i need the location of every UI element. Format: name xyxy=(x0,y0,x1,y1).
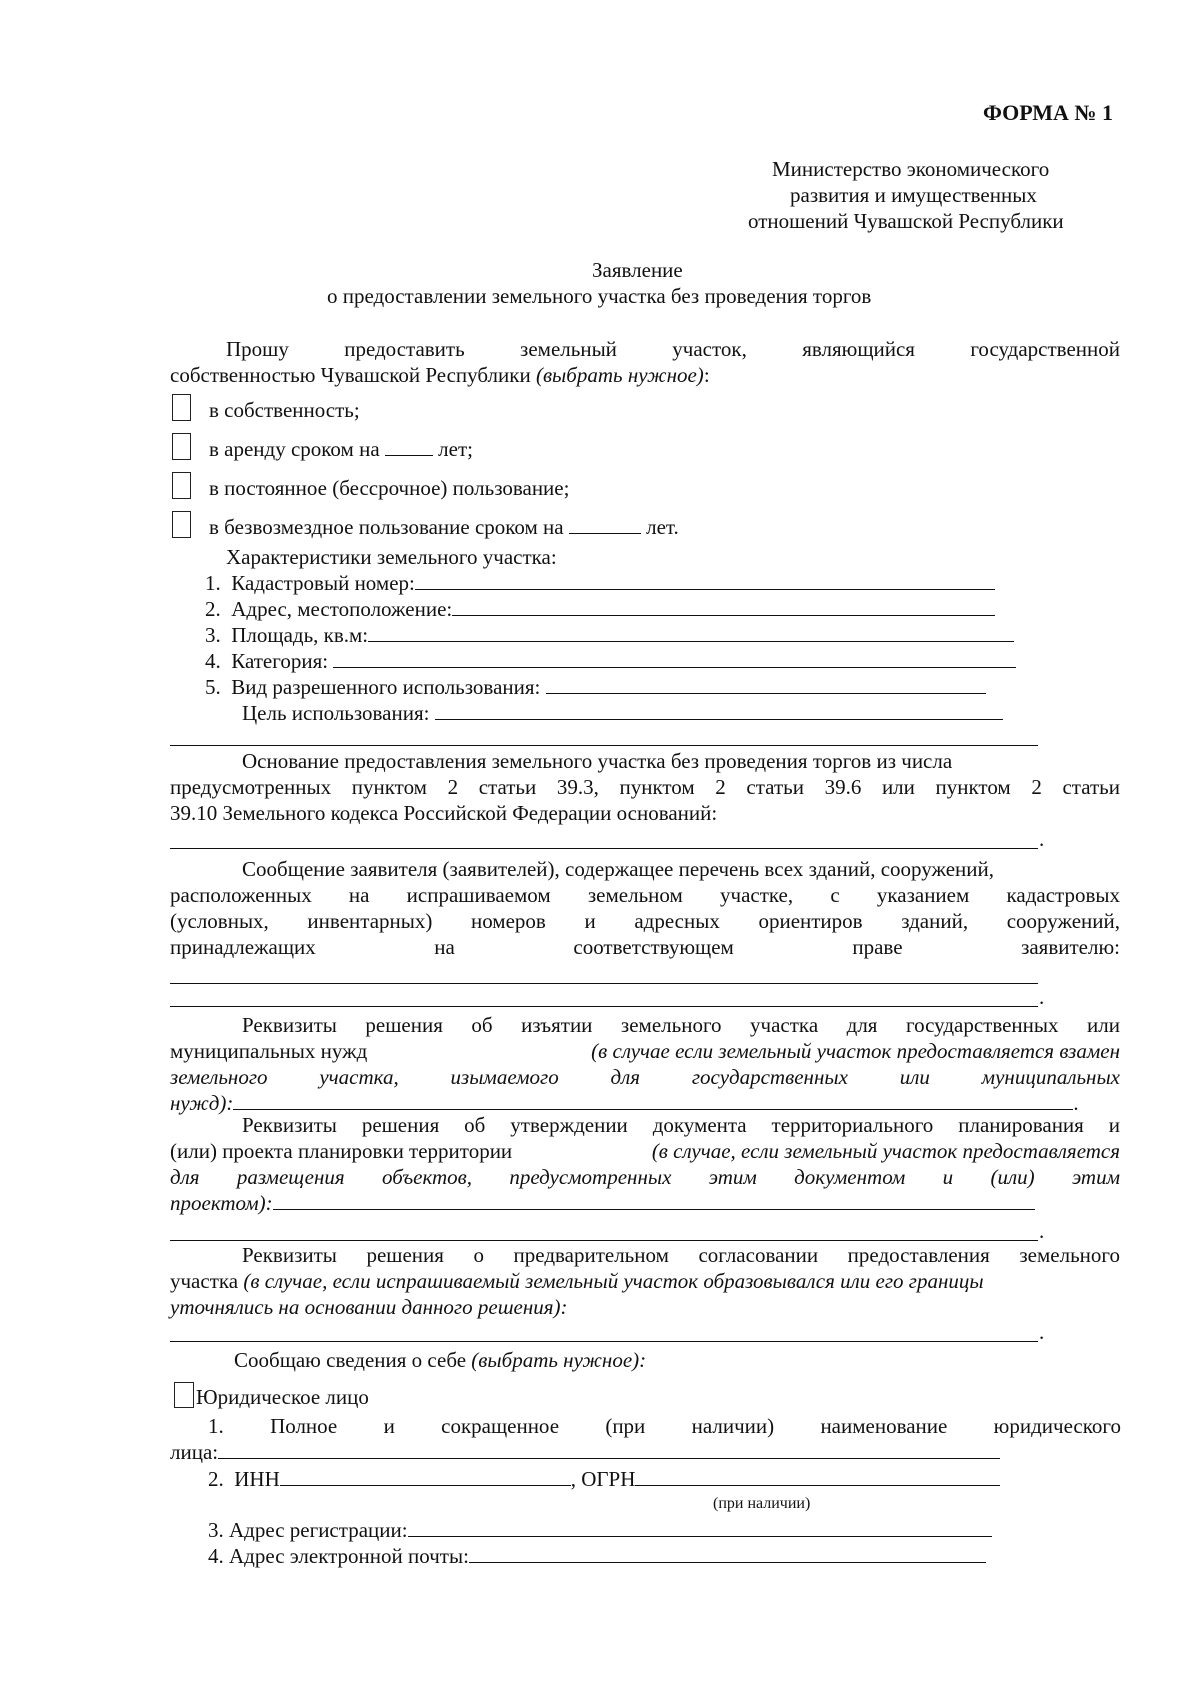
request-text: собственностью Чувашской Республики xyxy=(170,363,536,387)
preliminary-italic: (в случае, если испрашиваемый земельный участок образовывался или его границы xyxy=(243,1269,984,1293)
cadastral-number-field[interactable] xyxy=(415,570,995,590)
planning-line-1: Реквизиты решения об утверждении документа территориального планирования и xyxy=(242,1113,1120,1137)
word: являющийся xyxy=(802,337,915,361)
basis-line-3: 39.10 Земельного кодекса Российской Федерации оснований: xyxy=(170,801,718,825)
free-use-label: в безвозмездное пользование сроком на xyxy=(209,515,564,539)
option-free-use xyxy=(209,514,679,540)
checkbox-lease[interactable] xyxy=(172,433,191,460)
punct-dot: . xyxy=(1039,1320,1045,1344)
item-num: 2. xyxy=(205,597,221,621)
option-lease xyxy=(209,436,473,462)
category-label: Категория: xyxy=(231,649,329,673)
word: Полное xyxy=(270,1414,338,1438)
purpose-label: Цель использования: xyxy=(242,701,430,725)
ogrn-field[interactable] xyxy=(635,1466,1000,1486)
name-label: лица: xyxy=(170,1440,219,1464)
char-item-cadastral xyxy=(205,570,995,596)
buildings-line-1: Сообщение заявителя (заявителей), содержащее перечень всех зданий, сооружений, xyxy=(242,857,995,881)
legal-name-field[interactable] xyxy=(218,1439,1000,1459)
buildings-line-2: расположенных на испрашиваемом земельном участке, с указанием кадастровых xyxy=(170,883,1120,907)
buildings-line-3: (условных, инвентарных) номеров и адресных ориентиров зданий, сооружений, xyxy=(170,909,1120,933)
registration-address-field[interactable] xyxy=(408,1517,992,1537)
preliminary-line-2 xyxy=(170,1268,984,1294)
withdrawal-italic: (в случае если земельный участок предоставляется взамен xyxy=(591,1039,1120,1063)
characteristics-heading: Характеристики земельного участка: xyxy=(226,545,557,569)
legal-item-1-line-1 xyxy=(208,1413,1121,1439)
char-item-address xyxy=(205,596,995,622)
planning-italic: (в случае, если земельный участок предоставляется xyxy=(651,1139,1120,1163)
item-num: 4. xyxy=(205,649,221,673)
checkbox-legal-entity[interactable] xyxy=(174,1382,194,1408)
preliminary-line-3: уточнялись на основании данного решения): xyxy=(170,1295,568,1319)
buildings-answer-line-2[interactable] xyxy=(170,1006,1038,1007)
addressee-line-2: развития и имущественных xyxy=(790,183,1037,207)
withdrawal-line-4: нужд): . xyxy=(170,1091,1079,1115)
word: (при xyxy=(605,1414,646,1438)
free-use-suffix: лет. xyxy=(646,515,679,539)
inn-label: ИНН xyxy=(234,1467,280,1491)
char-item-area xyxy=(205,622,1014,648)
request-line-1 xyxy=(226,336,1120,362)
item-num: 3. xyxy=(205,623,221,647)
planning-text: (или) проекта планировки территории xyxy=(170,1139,513,1163)
lease-label: в аренду сроком на xyxy=(209,437,380,461)
withdrawal-line-3: земельного участка, изымаемого для государственных или муниципальных xyxy=(170,1065,1120,1089)
document-title: Заявление xyxy=(592,258,683,282)
word: участок, xyxy=(672,337,747,361)
cadastral-label: Кадастровый номер: xyxy=(231,571,415,595)
document-subtitle: о предоставлении земельного участка без проведения торгов xyxy=(327,284,872,308)
option-permanent: в постоянное (бессрочное) пользование; xyxy=(209,476,570,500)
basis-answer-line[interactable] xyxy=(170,848,1038,849)
about-self-italic: (выбрать нужное): xyxy=(471,1348,647,1372)
checkbox-ownership[interactable] xyxy=(172,394,191,421)
item-num: 1. xyxy=(205,571,221,595)
basis-line-2: предусмотренных пунктом 2 статьи 39.3, пунктом 2 статьи 39.6 или пунктом 2 статьи xyxy=(170,775,1120,799)
area-field[interactable] xyxy=(368,622,1014,642)
registration-address-label: 3. Адрес регистрации: xyxy=(208,1518,408,1542)
punct: : xyxy=(703,363,710,387)
planning-line-4 xyxy=(170,1190,1035,1216)
address-label: Адрес, местоположение: xyxy=(231,597,453,621)
legal-item-4 xyxy=(208,1543,986,1569)
legal-item-2 xyxy=(208,1466,1000,1492)
inn-field[interactable] xyxy=(280,1466,571,1486)
request-italic: (выбрать нужное) xyxy=(535,363,704,387)
legal-item-3 xyxy=(208,1517,992,1543)
planning-answer-line[interactable] xyxy=(170,1240,1038,1241)
address-field[interactable] xyxy=(452,596,995,616)
request-line-2 xyxy=(170,362,710,388)
word: предоставить xyxy=(344,337,465,361)
addressee-line-3: отношений Чувашской Республики xyxy=(748,209,1064,233)
char-item-category xyxy=(205,648,1016,674)
free-use-term-field[interactable] xyxy=(569,514,641,534)
form-number: ФОРМА № 1 xyxy=(982,100,1113,125)
permitted-use-label: Вид разрешенного использования: xyxy=(231,675,541,699)
ogrn-note: (при наличии) xyxy=(713,1495,811,1512)
basis-line-1: Основание предоставления земельного участка без проведения торгов из числа xyxy=(242,749,953,773)
withdrawal-text: муниципальных нужд xyxy=(170,1039,368,1063)
withdrawal-field[interactable] xyxy=(233,1090,1073,1110)
char-item-purpose xyxy=(242,700,1003,726)
lease-suffix: лет; xyxy=(438,437,473,461)
item-num: 2. xyxy=(208,1467,224,1491)
buildings-line-4: принадлежащих на соответствующем праве заявителю: xyxy=(170,935,1120,959)
item-num: 5. xyxy=(205,675,221,699)
word: наличии) xyxy=(691,1414,775,1438)
word: наименование xyxy=(820,1414,948,1438)
word: земельный xyxy=(520,337,617,361)
punct-dot: . xyxy=(1039,985,1045,1009)
about-self xyxy=(234,1347,646,1373)
legal-item-1-line-2 xyxy=(170,1439,1000,1465)
purpose-field[interactable] xyxy=(435,700,1003,720)
withdrawal-line-1: Реквизиты решения об изъятии земельного участка для государственных или xyxy=(242,1013,1120,1037)
area-label: Площадь, кв.м: xyxy=(231,623,369,647)
planning-end: проектом): xyxy=(170,1191,273,1215)
word: юридического xyxy=(993,1414,1121,1438)
option-ownership: в собственность; xyxy=(209,398,360,422)
email-field[interactable] xyxy=(469,1543,986,1563)
checkbox-free-use[interactable] xyxy=(172,511,191,538)
planning-field[interactable] xyxy=(273,1190,1035,1210)
purpose-continuation-line[interactable] xyxy=(170,745,1038,746)
punct-dot: . xyxy=(1039,827,1045,851)
word: государственной xyxy=(970,337,1120,361)
preliminary-text: участка xyxy=(170,1269,244,1293)
preliminary-line-1: Реквизиты решения о предварительном согласовании предоставления земельного xyxy=(242,1243,1120,1267)
buildings-answer-line-1[interactable] xyxy=(170,983,1038,984)
legal-entity-label: Юридическое лицо xyxy=(196,1385,369,1409)
withdrawal-end: нужд): xyxy=(170,1091,234,1115)
char-item-permitted-use xyxy=(205,674,986,700)
word: сокращенное xyxy=(441,1414,560,1438)
category-field[interactable] xyxy=(333,648,1016,668)
checkbox-permanent[interactable] xyxy=(172,472,191,499)
about-self-text: Сообщаю сведения о себе xyxy=(234,1348,472,1372)
word: Прошу xyxy=(226,337,289,361)
punct-dot: . xyxy=(1039,1219,1045,1243)
item-num: 1. xyxy=(208,1414,224,1438)
permitted-use-field[interactable] xyxy=(546,674,986,694)
planning-line-2 xyxy=(170,1138,1120,1164)
preliminary-answer-line[interactable] xyxy=(170,1341,1038,1342)
word: и xyxy=(383,1414,395,1438)
planning-line-3: для размещения объектов, предусмотренных этим документом и (или) этим xyxy=(170,1165,1120,1189)
email-label: 4. Адрес электронной почты: xyxy=(208,1544,469,1568)
lease-term-field[interactable] xyxy=(385,436,433,456)
withdrawal-line-2 xyxy=(170,1038,1120,1064)
addressee-line-1: Министерство экономического xyxy=(772,157,1050,181)
ogrn-label: , ОГРН xyxy=(570,1467,636,1491)
